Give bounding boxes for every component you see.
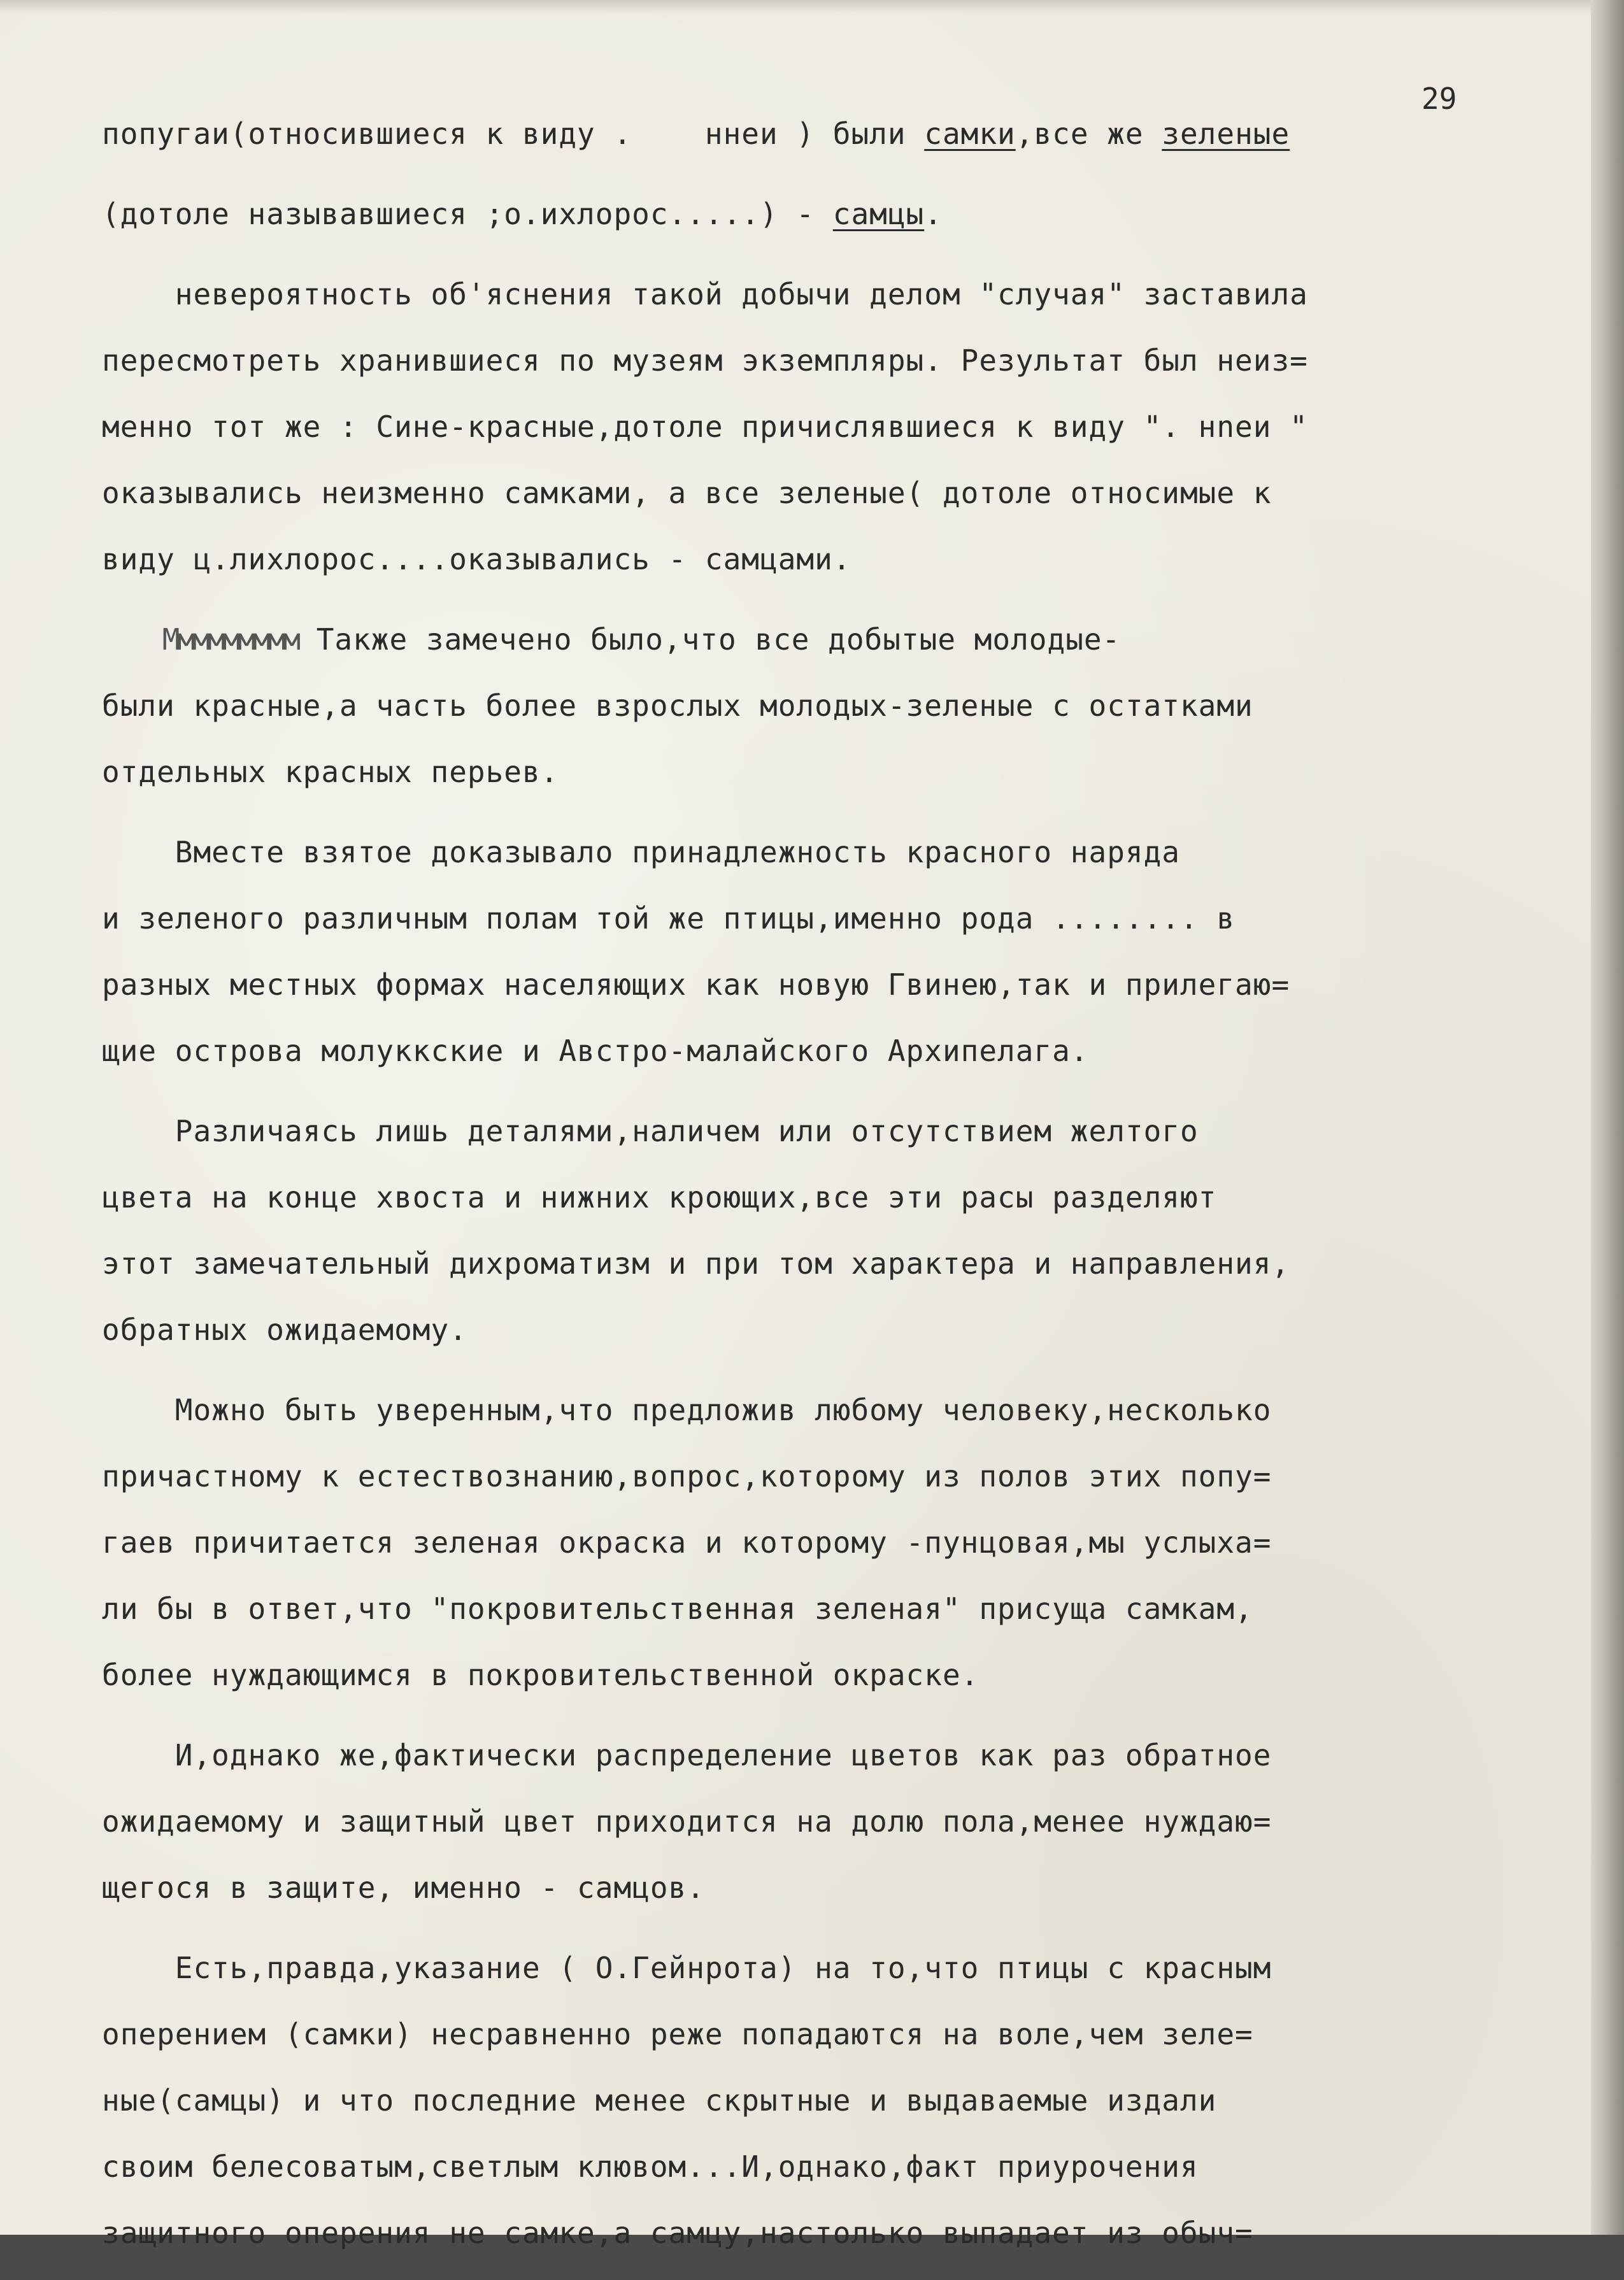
line-text: Также замечено было,что все добытые молодые- — [298, 622, 1121, 657]
struck-through-text: Ммммммммм — [102, 622, 299, 657]
text-line: пересмотреть хранившиеся по музеям экземпляры. Результат был неиз= — [102, 343, 1308, 378]
text-line: оказывались неизменно самками, а все зеленые( дотоле относимые к — [102, 476, 1272, 510]
text-line — [102, 195, 1522, 275]
text-line: ожидаемому и защитный цвет приходится на долю пола,менее нуждаю= — [102, 1804, 1272, 1839]
underlined-word: самки — [924, 117, 1016, 151]
line-text: ,все же — [1015, 117, 1162, 151]
text-line: защитного оперения не самке,а самцу,настолько выпадает из обыч= — [102, 2216, 1253, 2250]
text-line: менно тот же : Сине-красные,дотоле причислявшиеся к виду ". нneи " — [102, 410, 1308, 444]
text-line: обратных ожидаемому. — [102, 1313, 467, 1347]
text-line: невероятность об'яснения такой добычи делом "случая" заставила — [102, 277, 1308, 311]
text-line: виду ц.лихлорос....оказывались - самцами. — [102, 542, 851, 576]
text-line: Можно быть уверенным,что предложив любому человеку,несколько — [102, 1393, 1272, 1427]
text-line: оперением (самки) несравненно реже попадаются на воле,чем зеле= — [102, 2017, 1253, 2051]
line-text: (дотоле называвшиеся ;о.ихлорос.....) - — [102, 197, 833, 231]
text-line: отдельных красных перьев. — [102, 755, 559, 789]
scan-right-edge — [1591, 0, 1624, 2235]
text-line: Вместе взятое доказывало принадлежность красного наряда — [102, 835, 1180, 869]
line-text: . — [924, 197, 943, 231]
text-line: причастному к естествознанию,вопрос,которому из полов этих попу= — [102, 1459, 1272, 1493]
text-line: цвета на конце хвоста и нижних кроющих,все эти расы разделяют — [102, 1180, 1217, 1215]
text-line: Различаясь лишь деталями,наличем или отсутствием желтого — [102, 1114, 1199, 1148]
text-line: И,однако же,фактически распределение цветов как раз обратное — [102, 1738, 1272, 1772]
text-line — [102, 620, 1522, 687]
text-line: Есть,правда,указание ( О.Гейнрота) на то,что птицы с красным — [102, 1951, 1272, 1985]
page-number: 29 — [1421, 82, 1457, 116]
scan-top-edge — [0, 0, 1591, 14]
text-line: разных местных формах населяющих как новую Гвинею,так и прилегаю= — [102, 967, 1290, 1002]
text-line: гаев причитается зеленая окраска и которому -пунцовая,мы услыха= — [102, 1525, 1272, 1560]
text-line: были красные,а часть более взрослых молодых-зеленые с остатками — [102, 688, 1253, 723]
text-line: своим белесоватым,светлым клювом...И,однако,факт приурочения — [102, 2149, 1199, 2184]
text-line: и зеленого различным полам той же птицы,именно рода ........ в — [102, 901, 1236, 936]
text-line: щегося в защите, именно - самцов. — [102, 1870, 705, 1905]
line-text: попугаи(относившиеся к виду . ннеи ) были — [102, 117, 925, 151]
text-line: более нуждающимся в покровительственной окраске. — [102, 1658, 979, 1692]
text-line: ные(самцы) и что последние менее скрытные и выдаваемые издали — [102, 2083, 1217, 2118]
typewritten-text — [102, 115, 1522, 2280]
text-line — [102, 115, 1522, 195]
text-line: этот замечательный дихроматизм и при том характера и направления, — [102, 1246, 1290, 1281]
underlined-word: самцы — [832, 197, 925, 231]
underlined-word: зеленые — [1162, 117, 1290, 151]
text-line: ли бы в ответ,что "покровительственная зеленая" присуща самкам, — [102, 1592, 1253, 1626]
text-line: щие острова молуккские и Австро-малайского Архипелага. — [102, 1034, 1089, 1068]
